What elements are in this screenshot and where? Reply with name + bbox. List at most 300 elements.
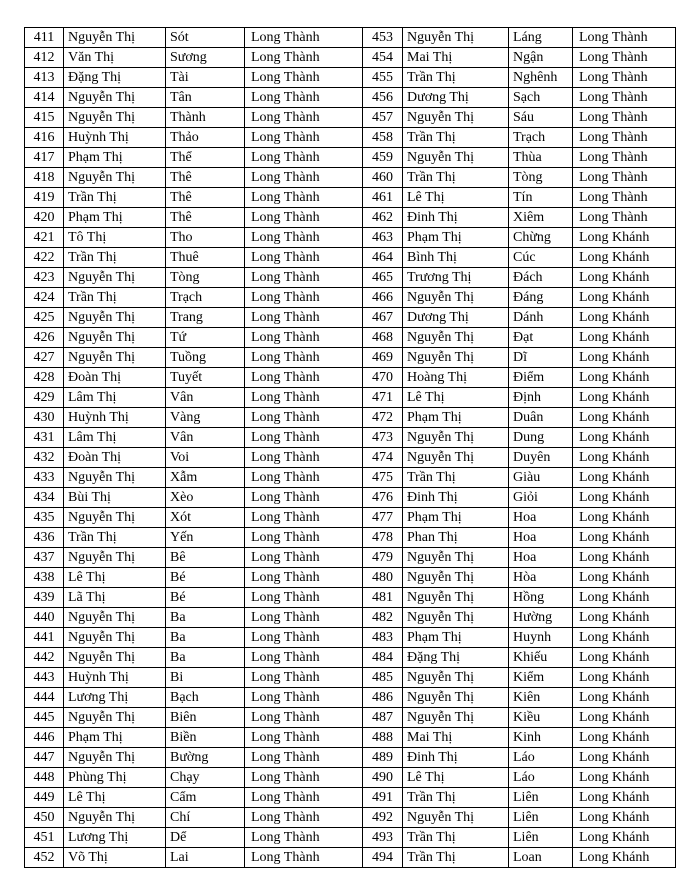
given-name-cell: Thành [166,108,245,128]
locality-cell: Long Khánh [573,448,676,468]
row-number-cell: 471 [363,388,403,408]
row-number-cell: 469 [363,348,403,368]
table-row [25,768,676,788]
given-name-cell: Hoa [509,528,573,548]
given-name-cell: Sạch [509,88,573,108]
family-name-cell: Phạm Thị [64,208,166,228]
family-name-cell: Huỳnh Thị [64,408,166,428]
given-name-cell: Xèo [166,488,245,508]
family-name-cell: Lương Thị [64,688,166,708]
given-name-cell: Liên [509,808,573,828]
family-name-cell: Nguyễn Thị [403,328,509,348]
locality-cell: Long Thành [573,148,676,168]
given-name-cell: Trạch [166,288,245,308]
family-name-cell: Nguyễn Thị [64,168,166,188]
family-name-cell: Nguyễn Thị [64,348,166,368]
family-name-cell: Phạm Thị [403,508,509,528]
given-name-cell: Trang [166,308,245,328]
row-number-cell: 456 [363,88,403,108]
locality-cell: Long Thành [245,528,363,548]
locality-cell: Long Khánh [573,248,676,268]
given-name-cell: Chừng [509,228,573,248]
family-name-cell: Nguyễn Thị [64,708,166,728]
family-name-cell: Đoàn Thị [64,368,166,388]
locality-cell: Long Khánh [573,568,676,588]
family-name-cell: Nguyễn Thị [64,28,166,48]
row-number-cell: 486 [363,688,403,708]
row-number-cell: 487 [363,708,403,728]
locality-cell: Long Khánh [573,348,676,368]
given-name-cell: Cẩm [166,788,245,808]
given-name-cell: Bi [166,668,245,688]
locality-cell: Long Thành [573,48,676,68]
family-name-cell: Phạm Thị [403,228,509,248]
family-name-cell: Mai Thị [403,48,509,68]
given-name-cell: Dĩ [509,348,573,368]
table-row [25,668,676,688]
locality-cell: Long Thành [245,368,363,388]
row-number-cell: 426 [25,328,64,348]
locality-cell: Long Thành [245,548,363,568]
row-number-cell: 450 [25,808,64,828]
row-number-cell: 423 [25,268,64,288]
table-row [25,808,676,828]
row-number-cell: 459 [363,148,403,168]
locality-cell: Long Thành [573,168,676,188]
given-name-cell: Hoa [509,548,573,568]
row-number-cell: 461 [363,188,403,208]
family-name-cell: Mai Thị [403,728,509,748]
locality-cell: Long Khánh [573,828,676,848]
given-name-cell: Dung [509,428,573,448]
locality-cell: Long Thành [245,408,363,428]
family-name-cell: Nguyễn Thị [64,108,166,128]
family-name-cell: Lâm Thị [64,388,166,408]
given-name-cell: Yến [166,528,245,548]
given-name-cell: Tài [166,68,245,88]
family-name-cell: Trần Thị [64,188,166,208]
given-name-cell: Láo [509,748,573,768]
given-name-cell: Dể [166,828,245,848]
row-number-cell: 452 [25,848,64,868]
row-number-cell: 477 [363,508,403,528]
family-name-cell: Trần Thị [403,128,509,148]
family-name-cell: Nguyễn Thị [403,348,509,368]
family-name-cell: Nguyễn Thị [403,588,509,608]
family-name-cell: Nguyễn Thị [64,628,166,648]
given-name-cell: Thê [166,208,245,228]
table-row [25,88,676,108]
family-name-cell: Trần Thị [403,168,509,188]
given-name-cell: Tuyết [166,368,245,388]
locality-cell: Long Thành [245,648,363,668]
family-name-cell: Đặng Thị [403,648,509,668]
locality-cell: Long Thành [245,308,363,328]
given-name-cell: Ba [166,648,245,668]
family-name-cell: Huỳnh Thị [64,128,166,148]
given-name-cell: Đạt [509,328,573,348]
row-number-cell: 418 [25,168,64,188]
family-name-cell: Bùi Thị [64,488,166,508]
locality-cell: Long Khánh [573,528,676,548]
given-name-cell: Khiếu [509,648,573,668]
family-name-cell: Trần Thị [403,788,509,808]
row-number-cell: 489 [363,748,403,768]
locality-cell: Long Thành [245,288,363,308]
given-name-cell: Sáu [509,108,573,128]
table-row [25,688,676,708]
family-name-cell: Đoàn Thị [64,448,166,468]
row-number-cell: 435 [25,508,64,528]
given-name-cell: Kiểm [509,668,573,688]
table-row [25,408,676,428]
names-table [24,27,676,868]
row-number-cell: 491 [363,788,403,808]
given-name-cell: Xót [166,508,245,528]
given-name-cell: Giỏi [509,488,573,508]
locality-cell: Long Khánh [573,708,676,728]
locality-cell: Long Thành [573,108,676,128]
row-number-cell: 438 [25,568,64,588]
locality-cell: Long Thành [245,388,363,408]
locality-cell: Long Thành [573,68,676,88]
locality-cell: Long Thành [245,48,363,68]
family-name-cell: Lương Thị [64,828,166,848]
given-name-cell: Kiều [509,708,573,728]
locality-cell: Long Thành [573,88,676,108]
given-name-cell: Giàu [509,468,573,488]
given-name-cell: Tòng [509,168,573,188]
table-row [25,48,676,68]
locality-cell: Long Khánh [573,468,676,488]
locality-cell: Long Khánh [573,628,676,648]
locality-cell: Long Thành [245,628,363,648]
family-name-cell: Trần Thị [403,828,509,848]
row-number-cell: 422 [25,248,64,268]
row-number-cell: 492 [363,808,403,828]
family-name-cell: Huỳnh Thị [64,668,166,688]
locality-cell: Long Thành [245,828,363,848]
locality-cell: Long Khánh [573,668,676,688]
row-number-cell: 474 [363,448,403,468]
locality-cell: Long Khánh [573,288,676,308]
row-number-cell: 411 [25,28,64,48]
locality-cell: Long Khánh [573,508,676,528]
family-name-cell: Lâm Thị [64,428,166,448]
locality-cell: Long Khánh [573,588,676,608]
family-name-cell: Lê Thị [403,768,509,788]
locality-cell: Long Khánh [573,408,676,428]
row-number-cell: 446 [25,728,64,748]
given-name-cell: Bé [166,588,245,608]
row-number-cell: 413 [25,68,64,88]
locality-cell: Long Khánh [573,368,676,388]
family-name-cell: Nguyễn Thị [403,428,509,448]
given-name-cell: Nghênh [509,68,573,88]
family-name-cell: Nguyễn Thị [403,568,509,588]
family-name-cell: Nguyễn Thị [64,548,166,568]
locality-cell: Long Thành [245,588,363,608]
table-row [25,308,676,328]
family-name-cell: Nguyễn Thị [403,708,509,728]
family-name-cell: Nguyễn Thị [64,468,166,488]
table-row [25,508,676,528]
table-row [25,548,676,568]
family-name-cell: Phạm Thị [64,728,166,748]
names-table-body [25,28,676,868]
row-number-cell: 465 [363,268,403,288]
row-number-cell: 432 [25,448,64,468]
locality-cell: Long Thành [573,128,676,148]
row-number-cell: 429 [25,388,64,408]
given-name-cell: Thuê [166,248,245,268]
family-name-cell: Lê Thị [64,788,166,808]
row-number-cell: 457 [363,108,403,128]
row-number-cell: 428 [25,368,64,388]
locality-cell: Long Thành [245,428,363,448]
table-row [25,628,676,648]
row-number-cell: 473 [363,428,403,448]
family-name-cell: Trần Thị [403,468,509,488]
table-row [25,228,676,248]
table-row [25,568,676,588]
table-row [25,148,676,168]
locality-cell: Long Thành [573,28,676,48]
given-name-cell: Bé [166,568,245,588]
family-name-cell: Đinh Thị [403,208,509,228]
family-name-cell: Nguyễn Thị [403,448,509,468]
locality-cell: Long Thành [573,188,676,208]
family-name-cell: Nguyễn Thị [64,308,166,328]
locality-cell: Long Thành [245,208,363,228]
locality-cell: Long Khánh [573,228,676,248]
locality-cell: Long Thành [245,148,363,168]
row-number-cell: 481 [363,588,403,608]
table-row [25,188,676,208]
locality-cell: Long Thành [245,848,363,868]
locality-cell: Long Thành [245,248,363,268]
locality-cell: Long Khánh [573,388,676,408]
locality-cell: Long Khánh [573,848,676,868]
locality-cell: Long Thành [245,708,363,728]
locality-cell: Long Thành [245,328,363,348]
row-number-cell: 493 [363,828,403,848]
locality-cell: Long Thành [245,748,363,768]
row-number-cell: 464 [363,248,403,268]
locality-cell: Long Thành [245,348,363,368]
family-name-cell: Nguyễn Thị [64,268,166,288]
table-row [25,608,676,628]
family-name-cell: Nguyễn Thị [64,748,166,768]
row-number-cell: 416 [25,128,64,148]
given-name-cell: Đách [509,268,573,288]
locality-cell: Long Khánh [573,768,676,788]
given-name-cell: Thùa [509,148,573,168]
row-number-cell: 437 [25,548,64,568]
family-name-cell: Văn Thị [64,48,166,68]
family-name-cell: Tô Thị [64,228,166,248]
locality-cell: Long Khánh [573,688,676,708]
row-number-cell: 484 [363,648,403,668]
row-number-cell: 475 [363,468,403,488]
row-number-cell: 483 [363,628,403,648]
family-name-cell: Phùng Thị [64,768,166,788]
row-number-cell: 417 [25,148,64,168]
given-name-cell: Bường [166,748,245,768]
family-name-cell: Đinh Thị [403,748,509,768]
family-name-cell: Trương Thị [403,268,509,288]
given-name-cell: Vân [166,428,245,448]
row-number-cell: 420 [25,208,64,228]
given-name-cell: Sót [166,28,245,48]
family-name-cell: Bình Thị [403,248,509,268]
row-number-cell: 434 [25,488,64,508]
given-name-cell: Lai [166,848,245,868]
table-row [25,588,676,608]
given-name-cell: Loan [509,848,573,868]
given-name-cell: Hoa [509,508,573,528]
table-row [25,428,676,448]
family-name-cell: Nguyễn Thị [64,808,166,828]
row-number-cell: 490 [363,768,403,788]
row-number-cell: 424 [25,288,64,308]
given-name-cell: Chạy [166,768,245,788]
family-name-cell: Nguyễn Thị [403,668,509,688]
locality-cell: Long Khánh [573,488,676,508]
family-name-cell: Trần Thị [64,288,166,308]
row-number-cell: 412 [25,48,64,68]
row-number-cell: 441 [25,628,64,648]
family-name-cell: Võ Thị [64,848,166,868]
locality-cell: Long Khánh [573,328,676,348]
given-name-cell: Hường [509,608,573,628]
table-row [25,348,676,368]
row-number-cell: 478 [363,528,403,548]
given-name-cell: Duyên [509,448,573,468]
locality-cell: Long Thành [245,128,363,148]
row-number-cell: 466 [363,288,403,308]
locality-cell: Long Thành [573,208,676,228]
given-name-cell: Vân [166,388,245,408]
row-number-cell: 485 [363,668,403,688]
table-row [25,128,676,148]
family-name-cell: Dương Thị [403,88,509,108]
row-number-cell: 448 [25,768,64,788]
row-number-cell: 439 [25,588,64,608]
row-number-cell: 436 [25,528,64,548]
given-name-cell: Tín [509,188,573,208]
row-number-cell: 430 [25,408,64,428]
given-name-cell: Kinh [509,728,573,748]
given-name-cell: Thảo [166,128,245,148]
family-name-cell: Lê Thị [403,188,509,208]
row-number-cell: 427 [25,348,64,368]
row-number-cell: 480 [363,568,403,588]
family-name-cell: Dương Thị [403,308,509,328]
table-row [25,488,676,508]
locality-cell: Long Khánh [573,608,676,628]
family-name-cell: Nguyễn Thị [403,288,509,308]
given-name-cell: Biền [166,728,245,748]
row-number-cell: 449 [25,788,64,808]
family-name-cell: Nguyễn Thị [403,548,509,568]
row-number-cell: 421 [25,228,64,248]
locality-cell: Long Khánh [573,308,676,328]
row-number-cell: 440 [25,608,64,628]
locality-cell: Long Khánh [573,548,676,568]
given-name-cell: Chí [166,808,245,828]
given-name-cell: Thể [166,148,245,168]
locality-cell: Long Thành [245,508,363,528]
given-name-cell: Xiêm [509,208,573,228]
row-number-cell: 447 [25,748,64,768]
locality-cell: Long Thành [245,88,363,108]
given-name-cell: Kiên [509,688,573,708]
locality-cell: Long Thành [245,788,363,808]
given-name-cell: Tho [166,228,245,248]
given-name-cell: Ngận [509,48,573,68]
row-number-cell: 472 [363,408,403,428]
family-name-cell: Nguyễn Thị [64,608,166,628]
family-name-cell: Nguyễn Thị [403,608,509,628]
table-row [25,168,676,188]
given-name-cell: Thê [166,188,245,208]
locality-cell: Long Thành [245,608,363,628]
table-row [25,848,676,868]
row-number-cell: 476 [363,488,403,508]
row-number-cell: 453 [363,28,403,48]
family-name-cell: Nguyễn Thị [403,808,509,828]
family-name-cell: Hoàng Thị [403,368,509,388]
given-name-cell: Huynh [509,628,573,648]
family-name-cell: Lê Thị [403,388,509,408]
row-number-cell: 425 [25,308,64,328]
given-name-cell: Tuồng [166,348,245,368]
table-row [25,108,676,128]
row-number-cell: 470 [363,368,403,388]
row-number-cell: 458 [363,128,403,148]
family-name-cell: Nguyễn Thị [64,648,166,668]
given-name-cell: Vàng [166,408,245,428]
locality-cell: Long Khánh [573,788,676,808]
table-row [25,708,676,728]
given-name-cell: Bạch [166,688,245,708]
table-row [25,388,676,408]
locality-cell: Long Thành [245,108,363,128]
given-name-cell: Láng [509,28,573,48]
family-name-cell: Trần Thị [64,248,166,268]
table-row [25,208,676,228]
locality-cell: Long Thành [245,728,363,748]
row-number-cell: 463 [363,228,403,248]
given-name-cell: Trạch [509,128,573,148]
row-number-cell: 414 [25,88,64,108]
given-name-cell: Tòng [166,268,245,288]
row-number-cell: 468 [363,328,403,348]
family-name-cell: Trần Thị [403,68,509,88]
given-name-cell: Tứ [166,328,245,348]
table-row [25,788,676,808]
given-name-cell: Định [509,388,573,408]
given-name-cell: Hòa [509,568,573,588]
row-number-cell: 419 [25,188,64,208]
locality-cell: Long Thành [245,28,363,48]
locality-cell: Long Khánh [573,428,676,448]
row-number-cell: 443 [25,668,64,688]
locality-cell: Long Khánh [573,648,676,668]
family-name-cell: Nguyễn Thị [403,148,509,168]
locality-cell: Long Thành [245,188,363,208]
